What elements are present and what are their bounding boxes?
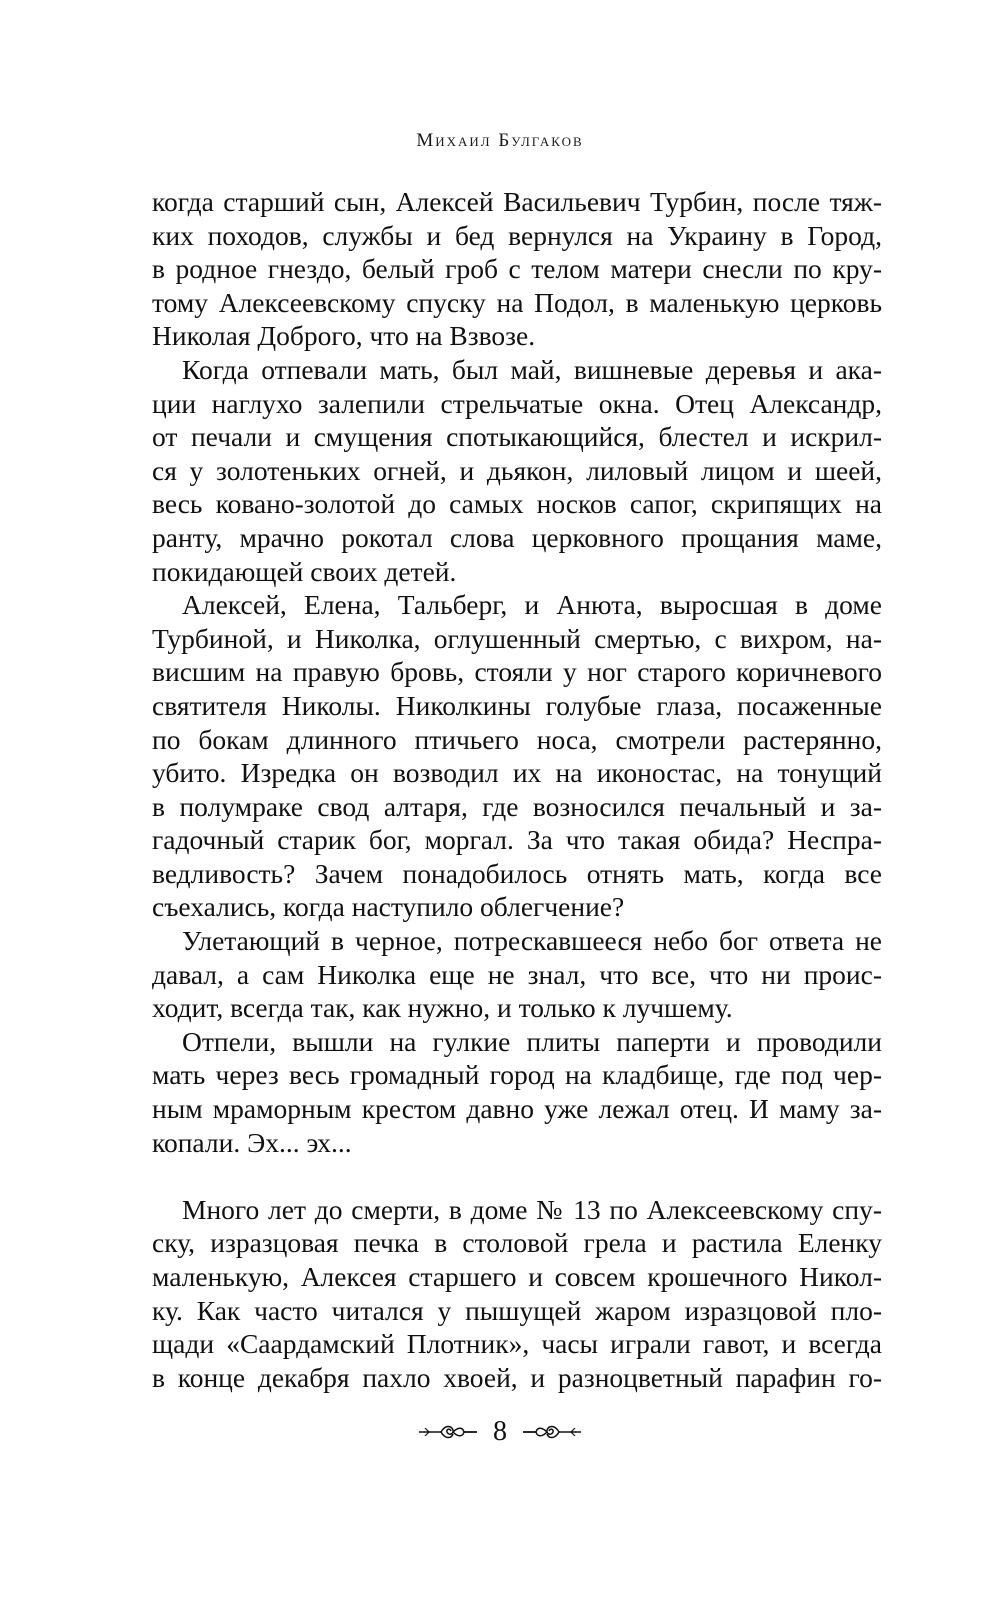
text-line: маленькую, Алексея старшего и совсем крошечного Никол-	[152, 1261, 882, 1292]
text-line: ся у золотеньких огней, и дьякон, лиловый лицом и шеей,	[152, 454, 882, 486]
page-number: 8	[493, 1416, 507, 1447]
text-line: ку. Как часто читался у пышущей жаром изразцовой пло-	[152, 1294, 882, 1326]
text-line: ным мраморным крестом давно уже лежал отец. И маму за-	[152, 1093, 882, 1125]
text-line: давал, а сам Николка еще не знал, что все, что ни проис-	[152, 958, 882, 990]
text-line: ции наглухо залепили стрельчатые окна. Отец Александр,	[152, 387, 882, 419]
paragraph	[152, 185, 882, 353]
text-line: святителя Николы. Николкины голубые глаза, посаженные	[152, 689, 882, 721]
text-line: Турбиной, и Николка, оглушенный смертью, с вихром, на-	[152, 622, 882, 654]
text-line: ходит, всегда так, как нужно, и только к лучшему.	[152, 992, 733, 1024]
text-line: мать через весь громадный город на кладбище, где под чер-	[152, 1059, 882, 1091]
text-line: Отпели, вышли на гулкие плиты паперти и проводили	[182, 1025, 882, 1057]
text-line: покидающей своих детей.	[152, 555, 457, 587]
floral-flourish-icon	[521, 1421, 583, 1443]
text-line: Когда отпевали мать, был май, вишневые деревья и ака-	[182, 353, 882, 385]
text-line: когда старший сын, Алексей Васильевич Турбин, после тяж-	[152, 186, 882, 217]
paragraph	[152, 1193, 882, 1395]
text-line: ранту, мрачно рокотал слова церковного прощания маме,	[152, 521, 882, 553]
text-line: весь ковано-золотой до самых носков сапог, скрипящих на	[152, 488, 882, 520]
text-line: гадочный старик бог, моргал. За что такая обида? Неспра-	[152, 824, 882, 856]
text-line: копали. Эх... эх...	[152, 1126, 352, 1158]
text-line: ких походов, службы и бед вернулся на Украину в Город,	[152, 219, 882, 251]
text-line: щади «Саардамский Плотник», часы играли гавот, и всегда	[152, 1328, 882, 1360]
text-line: в конце декабря пахло хвоей, и разноцветный парафин го-	[152, 1361, 882, 1393]
body-text	[152, 185, 882, 1394]
paragraph	[152, 1025, 882, 1159]
text-line: от печали и смущения спотыкающийся, блестел и искрил-	[152, 421, 882, 453]
text-line: ведливость? Зачем понадобилось отнять мать, когда все	[152, 857, 882, 889]
running-head: Михаил Булгаков	[416, 130, 584, 151]
text-line: в полумраке свод алтаря, где возносился печальный и за-	[152, 790, 882, 822]
paragraph	[152, 353, 882, 588]
text-line: ску, изразцовая печка в столовой грела и растила Еленку	[152, 1227, 882, 1259]
text-line: Алексей, Елена, Тальберг, и Анюта, выросшая в доме	[182, 589, 882, 621]
text-line: висшим на правую бровь, стояли у ног старого коричневого	[152, 656, 882, 688]
text-line: съехались, когда наступило облегчение?	[152, 891, 625, 923]
section-break	[152, 1159, 882, 1193]
text-line: тому Алексеевскому спуску на Подол, в маленькую церковь	[152, 286, 882, 318]
paragraph	[152, 588, 882, 924]
text-line: Улетающий в черное, потрескавшееся небо бог ответа не	[182, 925, 882, 957]
page-footer	[0, 1412, 1000, 1452]
text-line: Много лет до смерти, в доме № 13 по Алексеевскому спу-	[182, 1193, 882, 1225]
paragraph	[152, 924, 882, 1025]
text-line: убито. Изредка он возводил их на иконостас, на тонущий	[152, 757, 882, 789]
text-line: в родное гнездо, белый гроб с телом матери снесли по кру-	[152, 253, 882, 285]
text-line: по бокам длинного птичьего носа, смотрели растерянно,	[152, 723, 882, 755]
floral-flourish-icon	[417, 1421, 479, 1443]
text-line: Николая Доброго, что на Взвозе.	[152, 320, 536, 352]
